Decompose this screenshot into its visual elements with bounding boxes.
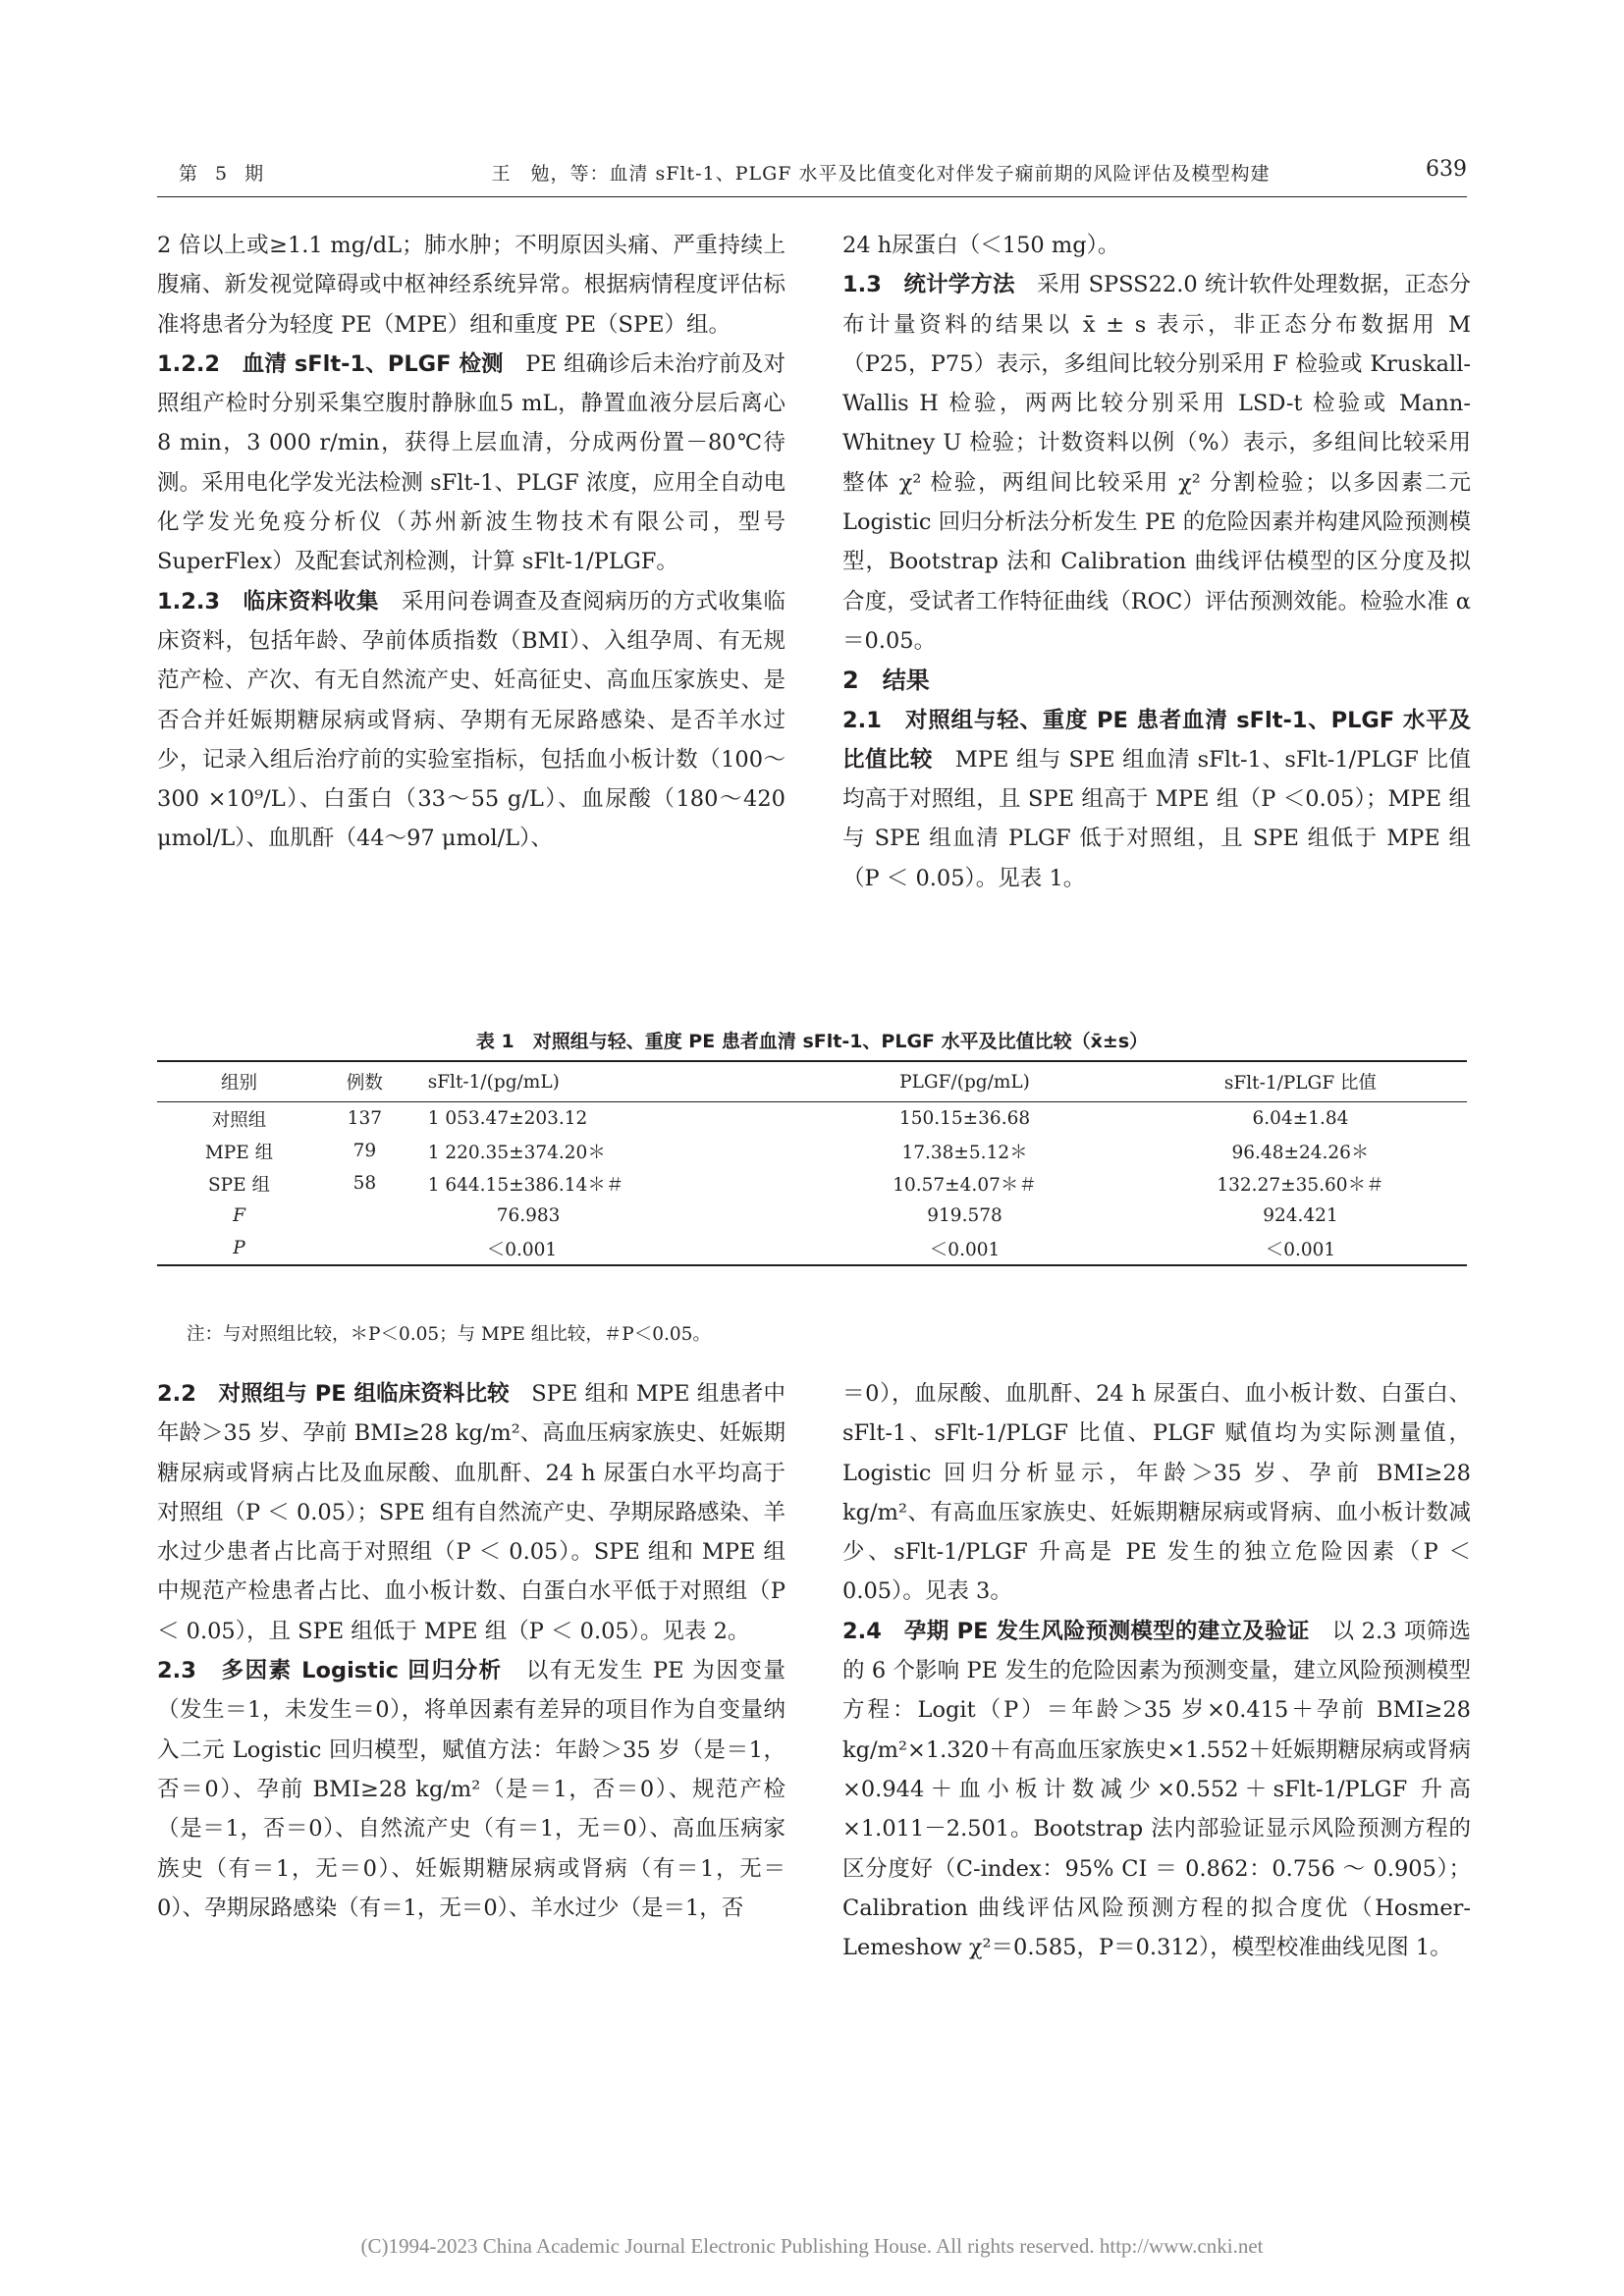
left-column-top	[157, 226, 785, 859]
paragraph-body: PE 组确诊后未治疗前及对照组产检时分别采集空腹肘静脉血5 mL，静置血液分层后离心 8 min，3 000 r/min，获得上层血清，分成两份置－80℃待测。采用电化学发光法检测 sFlt-1、PLGF 浓度，应用全自动电化学发光免疫分析仪（苏州新波生物技术有限公司，型号 SuperFlex）及配套试剂检测，计算 sFlt-1/PLGF。	[157, 350, 786, 575]
table-cell: 76.983	[496, 1205, 561, 1226]
table-cell: 1 053.47±203.12	[427, 1108, 588, 1129]
table-1	[157, 1027, 1467, 1266]
subsection-heading: 2.1 对照组与轻、重度 PE 患者血清 sFlt-1、PLGF 水平及比值比较	[842, 707, 1471, 773]
paragraph: ＝0），血尿酸、血肌酐、24 h 尿蛋白、血小板计数、白蛋白、sFlt-1、sFlt-1/PLGF 比值、PLGF 赋值均为实际测量值，Logistic 回归分析显示，年龄＞35 岁、孕前 BMI≥28 kg/m²、有高血压家族史、妊娠期糖尿病或肾病、血小板计数减少、sFlt-1/PLGF 升高是 PE 发生的独立危险因素（P ＜ 0.05）。见表 3。	[842, 1381, 1471, 1605]
subsection-heading: 2.4 孕期 PE 发生风险预测模型的建立及验证	[842, 1618, 1310, 1644]
table-note: 注：与对照组比较，＊P＜0.05；与 MPE 组比较，＃P＜0.05。	[187, 1324, 711, 1345]
subsection-heading: 1.2.3 临床资料收集	[157, 588, 379, 614]
table-cell: 924.421	[1263, 1205, 1338, 1226]
paragraph-body: 以有无发生 PE 为因变量（发生＝1，未发生＝0），将单因素有差异的项目作为自变量纳入二元 Logistic 回归模型，赋值方法：年龄＞35 岁（是＝1，否＝0）、孕前 BMI≥28 kg/m²（是＝1，否＝0）、规范产检（是＝1，否＝0）、自然流产史（有＝1，无＝0）、高血压病家族史（有＝1，无＝0）、妊娠期糖尿病或肾病（有＝1，无＝0）、孕期尿路感染（有＝1，无＝0）、羊水过少（是＝1，否	[157, 1658, 785, 1921]
paragraph-2-4	[842, 1612, 1471, 1968]
table-row	[157, 1200, 1467, 1232]
subsection-heading: 2.3 多因素 Logistic 回归分析	[157, 1658, 503, 1684]
paragraph-2-2	[157, 1374, 785, 1651]
table-cell: 1 644.15±386.14＊＃	[427, 1174, 624, 1196]
table-cell: 1 220.35±374.20＊	[427, 1142, 606, 1163]
section-heading-results: 2 结果	[842, 667, 930, 695]
table-cell: ＜0.001	[408, 1232, 795, 1265]
table-cell: SPE 组	[208, 1174, 271, 1196]
table-cell	[321, 1232, 408, 1265]
table-cell: MPE 组	[204, 1142, 274, 1163]
paragraph-1-3	[842, 265, 1471, 661]
table-title: 表 1 对照组与轻、重度 PE 患者血清 sFlt-1、PLGF 水平及比值比较（x̄±s）	[475, 1031, 1149, 1052]
paragraph-1-2-3	[157, 582, 785, 859]
table-row	[157, 1102, 1467, 1136]
header-count: 例数	[321, 1061, 408, 1102]
table-cell: 150.15±36.68	[898, 1108, 1031, 1129]
paragraph-body: MPE 组与 SPE 组血清 sFlt-1、sFlt-1/PLGF 比值均高于对照组，且 SPE 组高于 MPE 组（P ＜0.05）；MPE 组与 SPE 组血清 PLGF 低于对照组，且 SPE 组低于 MPE 组（P ＜ 0.05）。见表 1。	[842, 746, 1471, 891]
table-header-row	[157, 1061, 1467, 1102]
running-title: 王 勉，等：血清 sFlt-1、PLGF 水平及比值变化对伴发子痫前期的风险评估及模型构建	[491, 163, 1271, 185]
table-cell: 79	[352, 1141, 377, 1161]
table-cell: 对照组	[211, 1109, 267, 1131]
running-header	[157, 157, 1467, 190]
table-cell: 132.27±35.60＊＃	[1217, 1174, 1384, 1196]
right-column-top	[842, 226, 1471, 898]
table-cell: 6.04±1.84	[1252, 1108, 1349, 1129]
table-row	[157, 1232, 1467, 1265]
issue-number: 第 5 期	[179, 163, 270, 185]
table-cell: ＜0.001	[795, 1232, 1134, 1265]
paragraph-body: 采用 SPSS22.0 统计软件处理数据，正态分布计量资料的结果以 x̄ ± s 表示，非正态分布数据用 M（P25，P75）表示，多组间比较分别采用 F 检验或 Kruskall-Wallis H 检验，两两比较分别采用 LSD-t 检验或 Mann-Whitney U 检验；计数资料以例（%）表示，多组间比较采用整体 χ² 检验，两组间比较采用 χ² 分割检验；以多因素二元 Logistic 回归分析法分析发生 PE 的危险因素并构建风险预测模型，Bootstrap 法和 Calibration 曲线评估模型的区分度及拟合度，受试者工作特征曲线（ROC）评估预测效能。检验水准 α＝0.05。	[842, 272, 1471, 654]
table-row	[157, 1135, 1467, 1167]
paragraph-body: 采用问卷调查及查阅病历的方式收集临床资料，包括年龄、孕前体质指数（BMI）、入组孕周、有无规范产检、产次、有无自然流产史、妊高征史、高血压家族史、是否合并妊娠期糖尿病或肾病、孕期有无尿路感染、是否羊水过少，记录入组后治疗前的实验室指标，包括血小板计数（100～300 ×10⁹/L）、白蛋白（33～55 g/L）、血尿酸（180～420 μmol/L）、血肌酐（44～97 μmol/L）、	[157, 588, 785, 852]
header-plgf: PLGF/(pg/mL)	[795, 1061, 1134, 1102]
table-cell: 137	[347, 1108, 383, 1129]
table-cell: 17.38±5.12＊	[901, 1142, 1028, 1163]
subsection-heading: 1.3 统计学方法	[842, 272, 1015, 298]
paragraph-body: 以 2.3 项筛选的 6 个影响 PE 发生的危险因素为预测变量，建立风险预测模型方程：Logit（P）＝年龄＞35 岁×0.415＋孕前 BMI≥28 kg/m²×1.320＋有高血压家族史×1.552＋妊娠期糖尿病或肾病×0.944＋血小板计数减少×0.552＋sFlt-1/PLGF 升高×1.011－2.501。Bootstrap 法内部验证显示风险预测方程的区分度好（C-index：95% CI ＝ 0.862：0.756 ～ 0.905）；Calibration 曲线评估风险预测方程的拟合度优（Hosmer-Lemeshow χ²＝0.585，P＝0.312），模型校准曲线见图 1。	[842, 1618, 1471, 1961]
table-cell: P	[157, 1232, 321, 1265]
data-table	[157, 1060, 1467, 1266]
copyright-footer: (C)1994-2023 China Academic Journal Electronic Publishing House. All rights reserved. http://www.cnki.net	[360, 2234, 1264, 2258]
subsection-heading: 2.2 对照组与 PE 组临床资料比较	[157, 1381, 510, 1407]
header-sflt1: sFlt-1/(pg/mL)	[408, 1061, 795, 1102]
subsection-heading: 1.2.2 血清 sFlt-1、PLGF 检测	[157, 350, 504, 377]
paragraph: 24 h尿蛋白（＜150 mg）。	[842, 233, 1120, 258]
table-cell: 919.578	[927, 1205, 1002, 1226]
header-rule	[157, 196, 1467, 197]
header-ratio: sFlt-1/PLGF 比值	[1134, 1061, 1467, 1102]
table-cell: ＜0.001	[1134, 1232, 1467, 1265]
table-cell: 58	[352, 1173, 377, 1194]
page-number: 639	[1426, 157, 1467, 182]
paragraph: 2 倍以上或≥1.1 mg/dL；肺水肿；不明原因头痛、严重持续上腹痛、新发视觉障碍或中枢神经系统异常。根据病情程度评估标准将患者分为轻度 PE（MPE）组和重度 PE（SPE）组。	[157, 233, 785, 338]
header-group: 组别	[157, 1061, 321, 1102]
paragraph-body: SPE 组和 MPE 组患者中年龄＞35 岁、孕前 BMI≥28 kg/m²、高血压病家族史、妊娠期糖尿病或肾病占比及血尿酸、血肌酐、24 h 尿蛋白水平均高于对照组（P ＜ 0.05）；SPE 组有自然流产史、孕期尿路感染、羊水过少患者占比高于对照组（P ＜ 0.05）。SPE 组和 MPE 组中规范产检患者占比、血小板计数、白蛋白水平低于对照组（P ＜ 0.05），且 SPE 组低于 MPE 组（P ＜ 0.05）。见表 2。	[157, 1381, 785, 1644]
left-column-bottom	[157, 1374, 785, 1928]
table-cell	[321, 1200, 408, 1232]
paragraph-2-1	[842, 701, 1471, 898]
right-column-bottom	[842, 1374, 1471, 1967]
table-cell: F	[233, 1205, 245, 1226]
paragraph-1-2-2	[157, 345, 785, 582]
table-row	[157, 1167, 1467, 1200]
paragraph-2-3	[157, 1651, 785, 1928]
table-cell: 10.57±4.07＊＃	[893, 1174, 1037, 1196]
table-cell: 96.48±24.26＊	[1231, 1142, 1370, 1163]
